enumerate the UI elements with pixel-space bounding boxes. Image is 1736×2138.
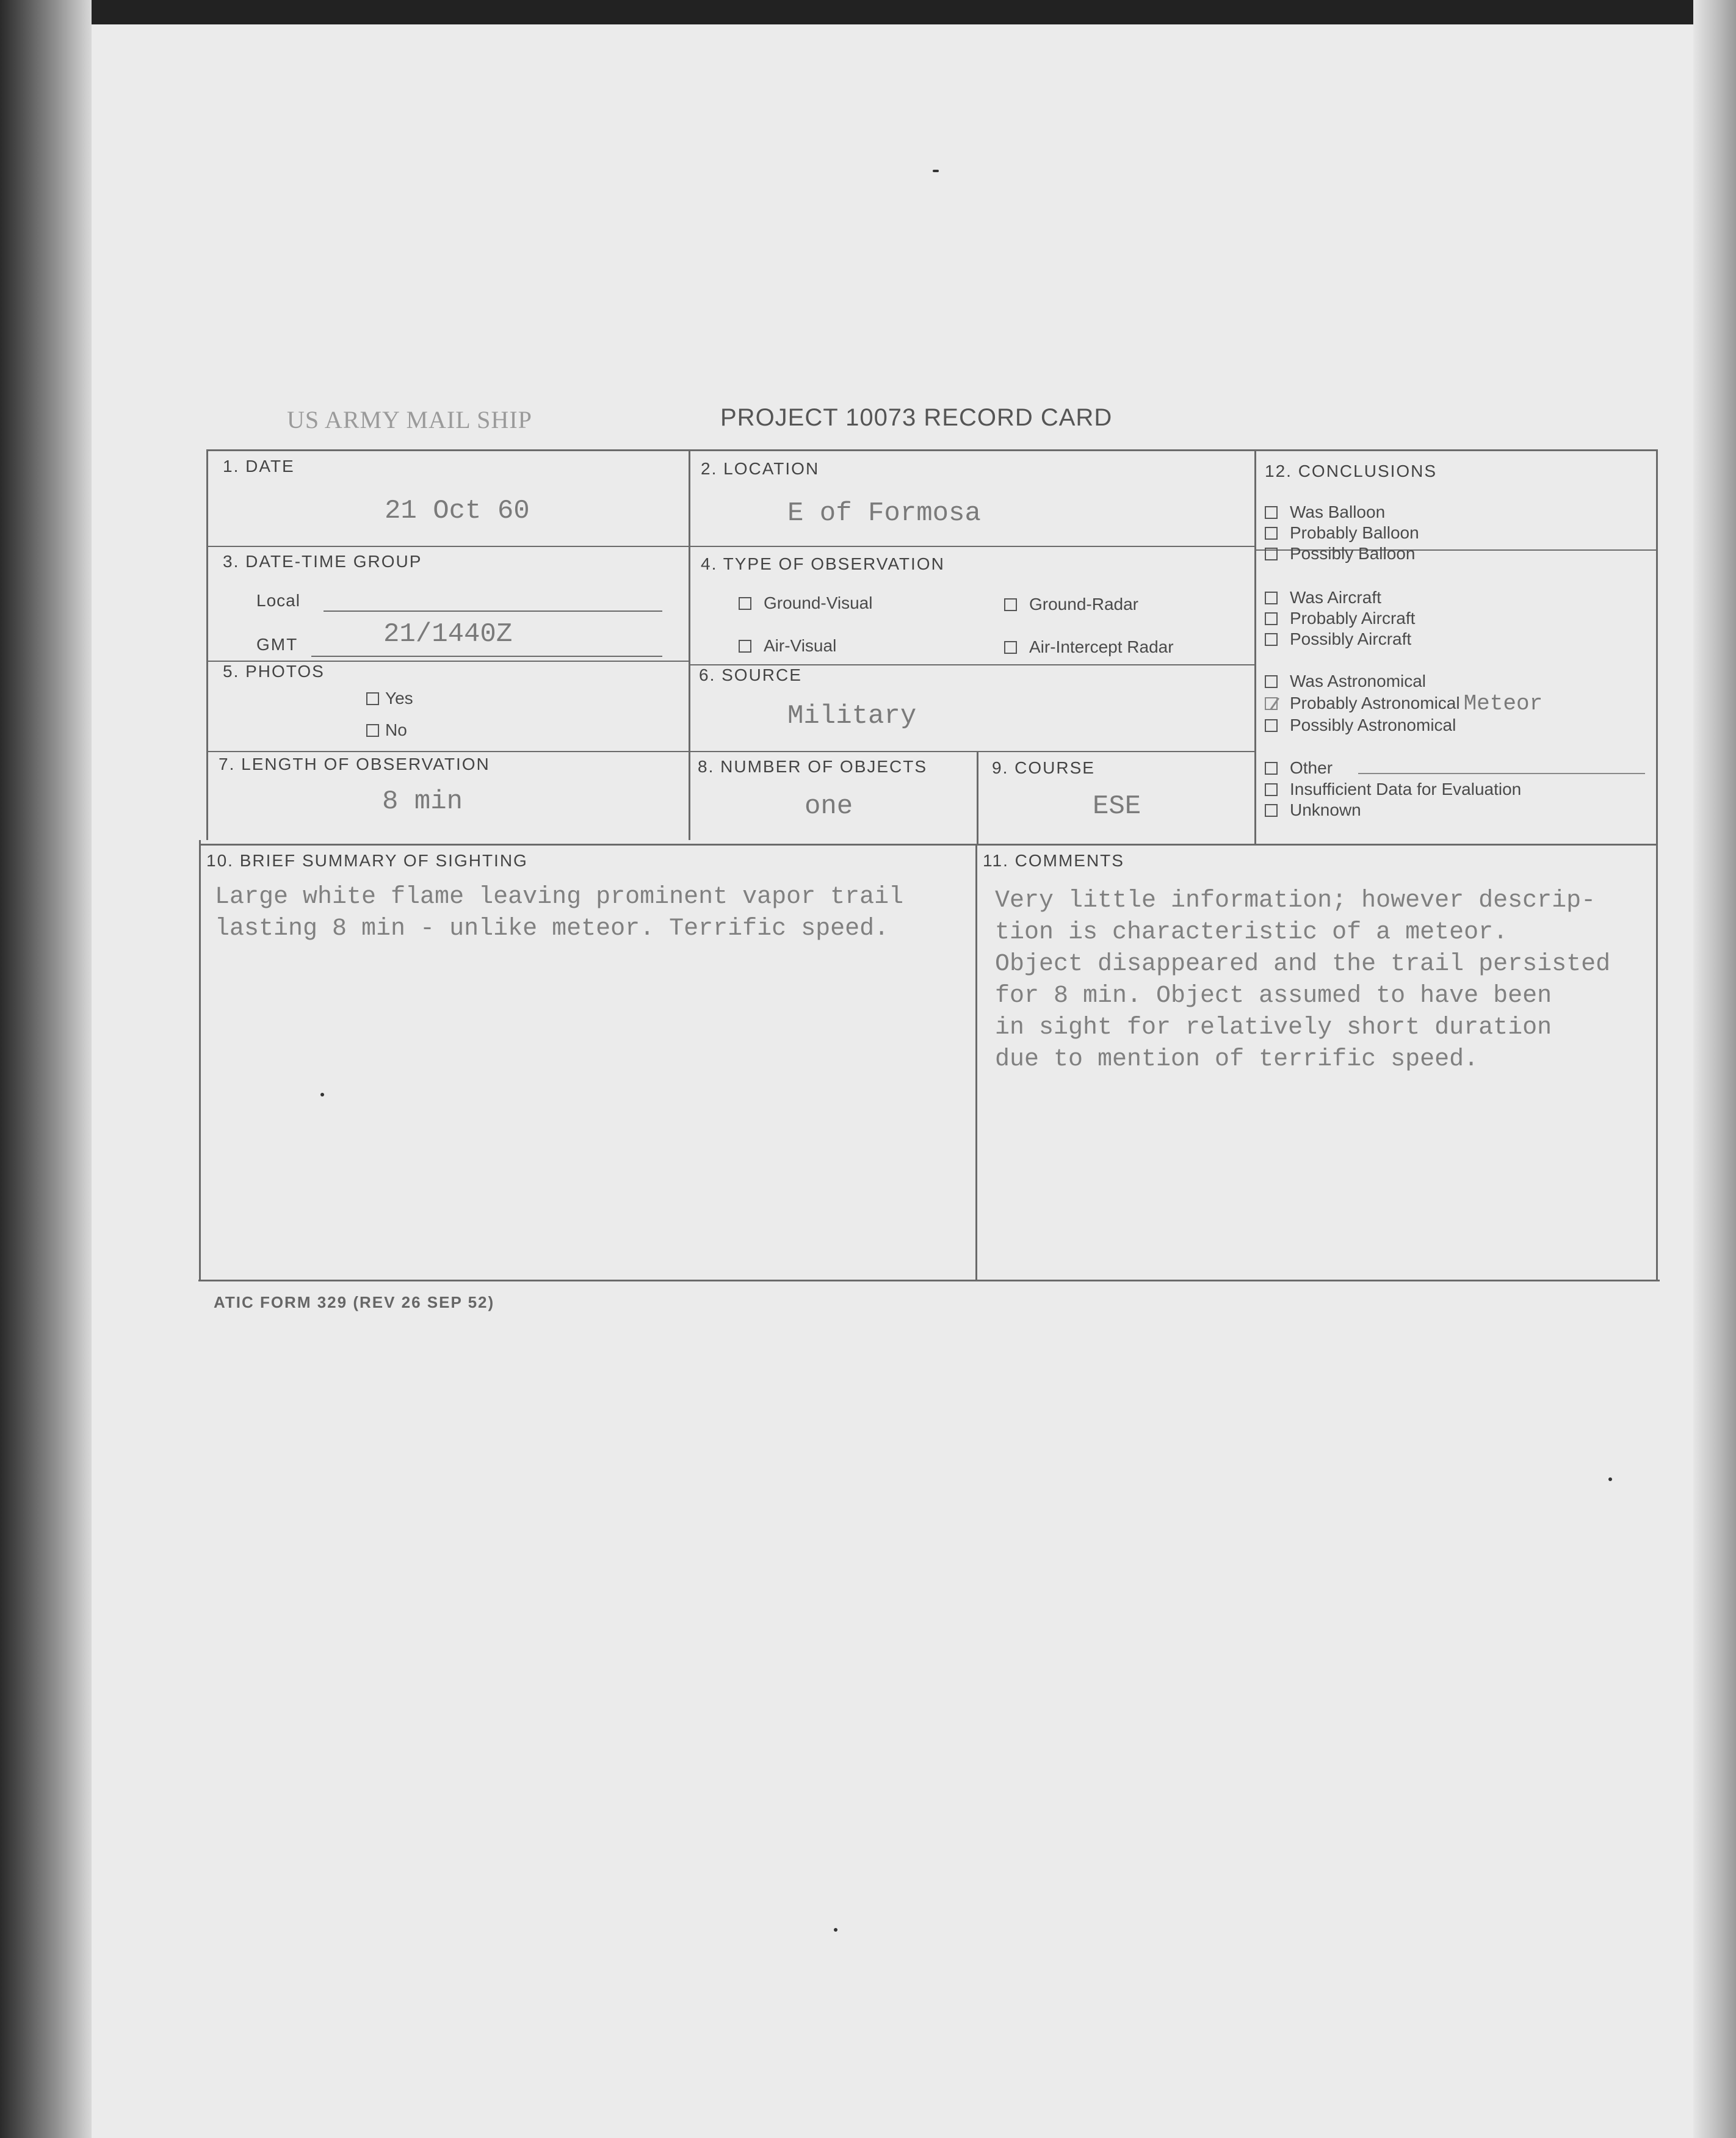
option-insufficient-data [1265, 779, 1521, 800]
conclusions-balloon-group [1265, 502, 1419, 564]
length-of-observation-label: 7. LENGTH OF OBSERVATION [219, 755, 490, 774]
border-bottom [198, 1280, 1660, 1281]
divider-row4 [200, 844, 1658, 846]
option-probably-aircraft [1265, 608, 1415, 629]
scanner-frame-left [0, 0, 92, 2138]
summary-label: 10. BRIEF SUMMARY OF SIGHTING [206, 851, 528, 870]
checkbox-air-visual [739, 640, 751, 653]
location-label: 2. LOCATION [701, 459, 820, 478]
option-label: Insufficient Data for Evaluation [1290, 780, 1522, 799]
divider-lower [975, 844, 977, 1281]
option-label: Ground-Radar [1029, 595, 1138, 614]
scanner-frame-top [0, 0, 1736, 24]
option-photos-yes [366, 689, 413, 708]
border-left-lower [199, 840, 201, 1280]
comments-line: Very little information; however descrip- [995, 887, 1596, 915]
checkbox-ground-radar [1004, 598, 1017, 611]
gmt-value: 21/1440Z [383, 619, 513, 650]
summary-line: Large white flame leaving prominent vapor trail [215, 883, 904, 911]
checkbox-probably-aircraft [1265, 612, 1278, 625]
divider-row3 [208, 751, 1255, 752]
checkbox-insufficient-data [1265, 783, 1278, 796]
scan-speck [320, 1093, 324, 1096]
checkbox-probably-balloon [1265, 527, 1278, 540]
option-possibly-balloon [1265, 543, 1419, 564]
length-of-observation-value: 8 min [382, 786, 463, 817]
option-ground-radar [1004, 595, 1138, 614]
option-was-astronomical [1265, 670, 1543, 692]
divider-col2 [977, 752, 978, 844]
border-top [208, 449, 1657, 451]
option-label: Probably Astronomical [1290, 694, 1460, 712]
scan-speck [834, 1928, 837, 1932]
divider-col1 [689, 449, 690, 840]
date-value: 21 Oct 60 [385, 496, 530, 526]
scan-speck [933, 170, 939, 172]
option-label: Yes [385, 689, 413, 708]
checkbox-was-astronomical [1265, 675, 1278, 688]
option-other [1265, 757, 1521, 779]
form-id: ATIC FORM 329 (REV 26 SEP 52) [214, 1293, 495, 1311]
option-probably-astronomical [1265, 692, 1543, 714]
checkbox-ground-visual [739, 597, 751, 610]
checkbox-photos-yes [366, 692, 379, 705]
conclusions-other-group [1265, 757, 1521, 821]
option-was-balloon [1265, 502, 1419, 523]
source-label: 6. SOURCE [699, 665, 802, 684]
divider-row1 [208, 546, 1255, 547]
scan-speck [1608, 1477, 1612, 1481]
document-sheet [92, 24, 1693, 2138]
option-label: Possibly Balloon [1290, 544, 1416, 563]
option-label: Was Aircraft [1290, 588, 1381, 607]
option-label: No [385, 720, 407, 739]
location-value: E of Formosa [787, 498, 981, 529]
type-of-observation-label: 4. TYPE OF OBSERVATION [701, 554, 945, 573]
scanner-frame-right [1693, 0, 1736, 2138]
option-possibly-aircraft [1265, 629, 1415, 650]
checkbox-unknown [1265, 804, 1278, 817]
local-label: Local [256, 591, 300, 610]
option-photos-no [366, 720, 407, 740]
gmt-label: GMT [256, 635, 298, 654]
conclusions-label: 12. CONCLUSIONS [1265, 462, 1438, 480]
divider-col3 [1254, 449, 1256, 845]
checkbox-other [1265, 762, 1278, 775]
local-underline [324, 611, 662, 612]
option-label: Unknown [1290, 800, 1361, 819]
option-label: Possibly Astronomical [1290, 716, 1456, 734]
date-time-group-label: 3. DATE-TIME GROUP [223, 552, 422, 571]
checkbox-possibly-balloon [1265, 548, 1278, 560]
checkbox-probably-astronomical [1265, 697, 1278, 710]
border-left [206, 449, 208, 840]
page-title: PROJECT 10073 RECORD CARD [720, 404, 1113, 431]
ship-stamp: US ARMY MAIL SHIP [287, 406, 532, 433]
option-air-intercept-radar [1004, 637, 1174, 657]
option-label: Was Balloon [1290, 502, 1386, 521]
summary-line: lasting 8 min - unlike meteor. Terrific speed. [215, 915, 889, 943]
option-label: Air-Intercept Radar [1029, 637, 1174, 656]
option-label: Probably Balloon [1290, 523, 1419, 542]
course-label: 9. COURSE [992, 758, 1095, 777]
comments-line: Object disappeared and the trail persisted [995, 951, 1611, 978]
course-value: ESE [1093, 791, 1141, 822]
gmt-underline [311, 656, 662, 657]
conclusions-astronomical-group [1265, 670, 1543, 736]
option-ground-visual [739, 593, 872, 613]
checkbox-possibly-aircraft [1265, 633, 1278, 646]
border-right [1656, 449, 1658, 1281]
option-label: Ground-Visual [764, 593, 873, 612]
photos-label: 5. PHOTOS [223, 662, 325, 681]
option-air-visual [739, 636, 836, 656]
checkbox-possibly-astronomical [1265, 719, 1278, 732]
option-probably-balloon [1265, 523, 1419, 543]
number-of-objects-value: one [805, 791, 853, 822]
checkbox-air-intercept-radar [1004, 641, 1017, 654]
comments-text [995, 885, 1610, 1076]
option-label: Probably Aircraft [1290, 609, 1416, 628]
number-of-objects-label: 8. NUMBER OF OBJECTS [698, 757, 928, 776]
option-possibly-astronomical [1265, 714, 1543, 736]
other-underline [1358, 773, 1645, 774]
option-label: Air-Visual [764, 636, 837, 655]
comments-line: due to mention of terrific speed. [995, 1046, 1479, 1073]
date-label: 1. DATE [223, 457, 295, 476]
conclusions-aircraft-group [1265, 587, 1415, 650]
option-was-aircraft [1265, 587, 1415, 608]
checkbox-photos-no [366, 724, 379, 737]
option-label: Possibly Aircraft [1290, 629, 1412, 648]
option-unknown [1265, 800, 1521, 821]
source-value: Military [787, 701, 917, 731]
option-label: Other [1290, 758, 1333, 777]
checkbox-was-aircraft [1265, 592, 1278, 604]
comments-line: for 8 min. Object assumed to have been [995, 982, 1552, 1010]
comments-line: tion is characteristic of a meteor. [995, 919, 1508, 946]
summary-text [215, 882, 903, 945]
astronomical-note: Meteor [1463, 690, 1543, 716]
comments-label: 11. COMMENTS [983, 851, 1124, 870]
checkbox-was-balloon [1265, 506, 1278, 519]
option-label: Was Astronomical [1290, 672, 1427, 690]
comments-line: in sight for relatively short duration [995, 1014, 1552, 1042]
